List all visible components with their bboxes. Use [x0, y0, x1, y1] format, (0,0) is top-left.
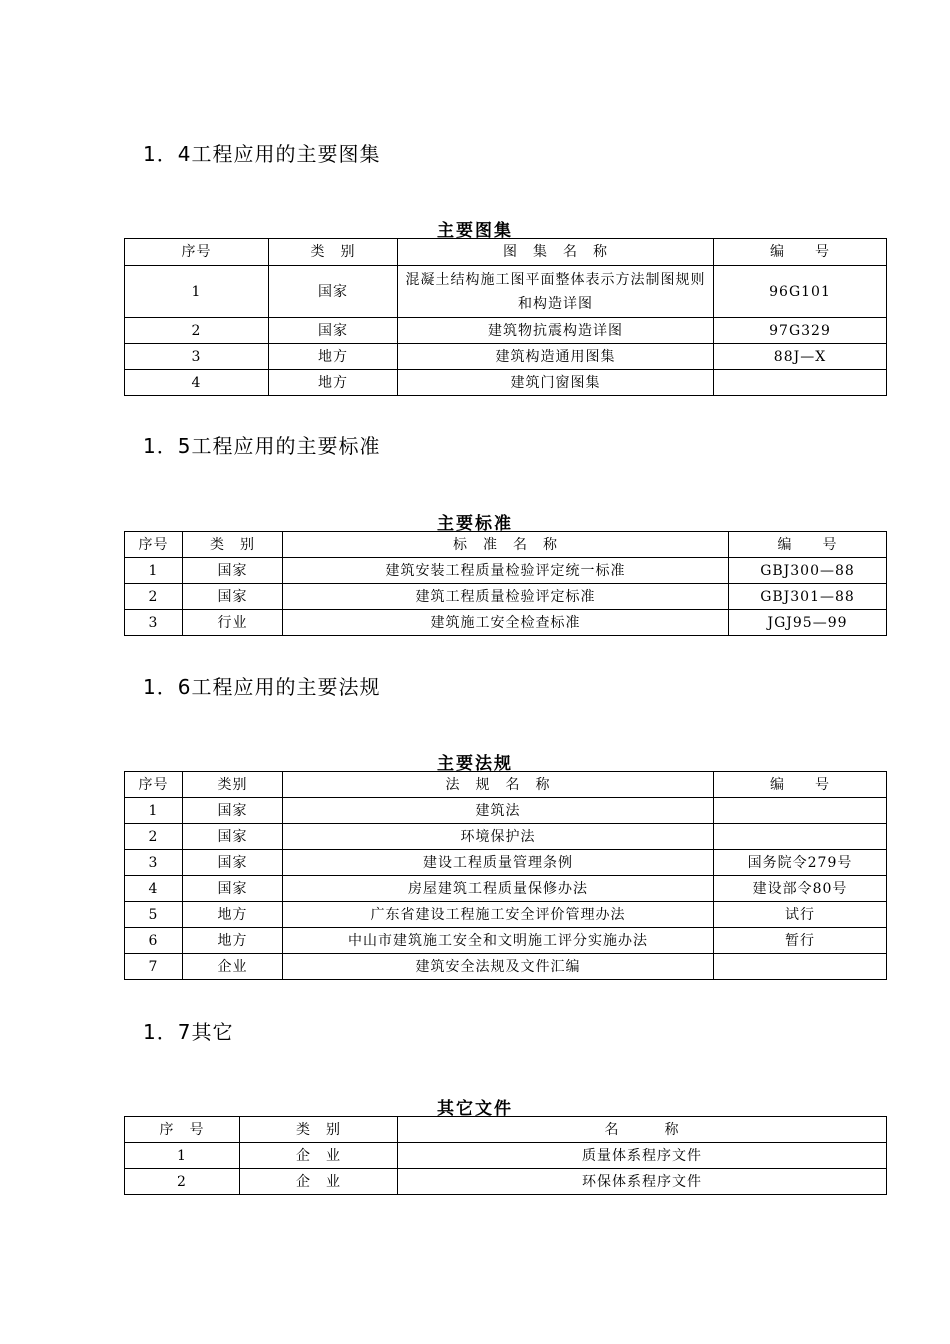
cell-index: 3 — [125, 850, 183, 876]
table-row — [125, 266, 887, 318]
table-row — [125, 318, 887, 344]
cell-name: 广东省建设工程施工安全评价管理办法 — [283, 902, 714, 928]
other-files-table — [124, 1116, 887, 1195]
col-header: 类 别 — [240, 1117, 398, 1143]
table-row — [125, 824, 887, 850]
cell-code — [714, 954, 887, 980]
cell-category: 国家 — [183, 558, 283, 584]
col-header: 法 规 名 称 — [283, 772, 714, 798]
cell-code: 96G101 — [714, 266, 887, 318]
cell-name: 建设工程质量管理条例 — [283, 850, 714, 876]
cell-category: 企 业 — [240, 1169, 398, 1195]
table-row — [125, 850, 887, 876]
cell-name: 房屋建筑工程质量保修办法 — [283, 876, 714, 902]
table-row — [125, 954, 887, 980]
col-header: 图 集 名 称 — [398, 239, 714, 266]
cell-category: 地方 — [269, 344, 398, 370]
col-header: 类 别 — [183, 532, 283, 558]
table-header-row — [125, 772, 887, 798]
cell-name: 建筑施工安全检查标准 — [283, 610, 729, 636]
cell-code — [714, 798, 887, 824]
col-header: 类 别 — [269, 239, 398, 266]
cell-category: 行业 — [183, 610, 283, 636]
cell-category: 企业 — [183, 954, 283, 980]
col-header: 编 号 — [714, 772, 887, 798]
cell-code: 试行 — [714, 902, 887, 928]
cell-name: 建筑工程质量检验评定标准 — [283, 584, 729, 610]
cell-name: 环保体系程序文件 — [398, 1169, 887, 1195]
section-1-7-heading: 1．7其它 — [143, 1020, 234, 1044]
table-row — [125, 558, 887, 584]
regulations-table — [124, 771, 887, 980]
table-header-row — [125, 1117, 887, 1143]
section-1-6-heading: 1．6工程应用的主要法规 — [143, 675, 381, 699]
cell-category: 国家 — [269, 318, 398, 344]
cell-code: GBJ300—88 — [729, 558, 887, 584]
cell-index: 6 — [125, 928, 183, 954]
cell-index: 2 — [125, 584, 183, 610]
cell-category: 国家 — [183, 876, 283, 902]
cell-code: 97G329 — [714, 318, 887, 344]
section-1-5-caption: 主要标准 — [437, 514, 513, 534]
section-1-7-caption: 其它文件 — [437, 1099, 513, 1119]
cell-index: 1 — [125, 798, 183, 824]
table-row — [125, 1143, 887, 1169]
col-header: 序号 — [125, 239, 269, 266]
table-row — [125, 344, 887, 370]
cell-index: 7 — [125, 954, 183, 980]
table-row — [125, 928, 887, 954]
cell-category: 地方 — [183, 902, 283, 928]
cell-name: 中山市建筑施工安全和文明施工评分实施办法 — [283, 928, 714, 954]
cell-index: 3 — [125, 610, 183, 636]
cell-category: 国家 — [183, 584, 283, 610]
cell-code: 建设部令80号 — [714, 876, 887, 902]
cell-code — [714, 824, 887, 850]
cell-category: 国家 — [183, 824, 283, 850]
cell-index: 4 — [125, 370, 269, 396]
cell-name: 建筑物抗震构造详图 — [398, 318, 714, 344]
cell-index: 2 — [125, 824, 183, 850]
table-row — [125, 876, 887, 902]
cell-name: 建筑安装工程质量检验评定统一标准 — [283, 558, 729, 584]
cell-category: 地方 — [269, 370, 398, 396]
cell-category: 国家 — [183, 798, 283, 824]
cell-code — [714, 370, 887, 396]
section-1-5-heading: 1．5工程应用的主要标准 — [143, 434, 381, 458]
table-row — [125, 798, 887, 824]
cell-category: 国家 — [183, 850, 283, 876]
cell-name: 建筑门窗图集 — [398, 370, 714, 396]
atlas-table — [124, 238, 887, 396]
cell-code: 暂行 — [714, 928, 887, 954]
cell-name: 建筑安全法规及文件汇编 — [283, 954, 714, 980]
cell-code: 国务院令279号 — [714, 850, 887, 876]
table-row — [125, 1169, 887, 1195]
col-header: 序号 — [125, 532, 183, 558]
cell-category: 地方 — [183, 928, 283, 954]
section-1-4-caption: 主要图集 — [437, 221, 513, 241]
cell-code: GBJ301—88 — [729, 584, 887, 610]
cell-name: 建筑法 — [283, 798, 714, 824]
table-row — [125, 370, 887, 396]
cell-name: 质量体系程序文件 — [398, 1143, 887, 1169]
cell-index: 5 — [125, 902, 183, 928]
standards-table — [124, 531, 887, 636]
col-header: 编 号 — [714, 239, 887, 266]
col-header: 名 称 — [398, 1117, 887, 1143]
cell-index: 3 — [125, 344, 269, 370]
col-header: 编 号 — [729, 532, 887, 558]
cell-index: 1 — [125, 558, 183, 584]
cell-code: JGJ95—99 — [729, 610, 887, 636]
table-header-row — [125, 532, 887, 558]
cell-category: 企 业 — [240, 1143, 398, 1169]
cell-name: 建筑构造通用图集 — [398, 344, 714, 370]
cell-index: 4 — [125, 876, 183, 902]
table-header-row — [125, 239, 887, 266]
section-1-4-heading: 1．4工程应用的主要图集 — [143, 142, 381, 166]
cell-index: 2 — [125, 318, 269, 344]
table-row — [125, 902, 887, 928]
cell-code: 88J—X — [714, 344, 887, 370]
cell-name: 环境保护法 — [283, 824, 714, 850]
cell-name: 混凝土结构施工图平面整体表示方法制图规则和构造详图 — [398, 266, 714, 318]
cell-index: 1 — [125, 266, 269, 318]
cell-index: 2 — [125, 1169, 240, 1195]
table-row — [125, 610, 887, 636]
col-header: 类别 — [183, 772, 283, 798]
section-1-6-caption: 主要法规 — [437, 754, 513, 774]
cell-index: 1 — [125, 1143, 240, 1169]
table-row — [125, 584, 887, 610]
col-header: 标 准 名 称 — [283, 532, 729, 558]
col-header: 序 号 — [125, 1117, 240, 1143]
cell-category: 国家 — [269, 266, 398, 318]
col-header: 序号 — [125, 772, 183, 798]
